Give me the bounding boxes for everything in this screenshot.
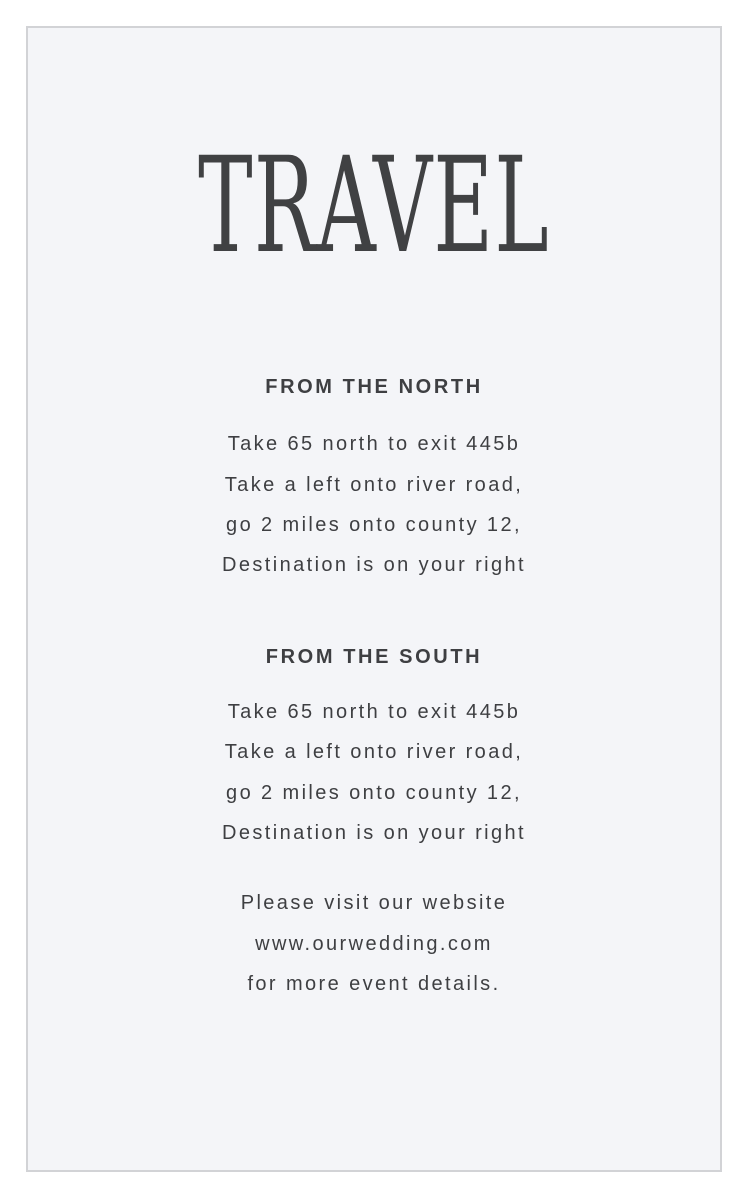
south-direction-line-3: go 2 miles onto county 12, — [226, 782, 522, 804]
north-heading: FROM THE NORTH — [265, 376, 483, 398]
website-intro-text: Please visit our website — [240, 892, 508, 914]
north-direction-line-1: Take 65 north to exit 445b — [227, 433, 521, 455]
south-direction-line-1: Take 65 north to exit 445b — [227, 701, 521, 723]
page-title: TRAVEL — [198, 129, 550, 283]
south-heading: FROM THE SOUTH — [265, 646, 483, 668]
south-direction-line-2: Take a left onto river road, — [224, 741, 524, 763]
north-direction-line-4: Destination is on your right — [222, 554, 526, 576]
website-url: www.ourwedding.com — [255, 933, 493, 955]
travel-card — [26, 26, 722, 1172]
north-direction-line-3: go 2 miles onto county 12, — [226, 514, 522, 536]
north-direction-line-2: Take a left onto river road, — [224, 474, 524, 496]
website-outro-text: for more event details. — [247, 973, 501, 995]
south-direction-line-4: Destination is on your right — [222, 822, 526, 844]
